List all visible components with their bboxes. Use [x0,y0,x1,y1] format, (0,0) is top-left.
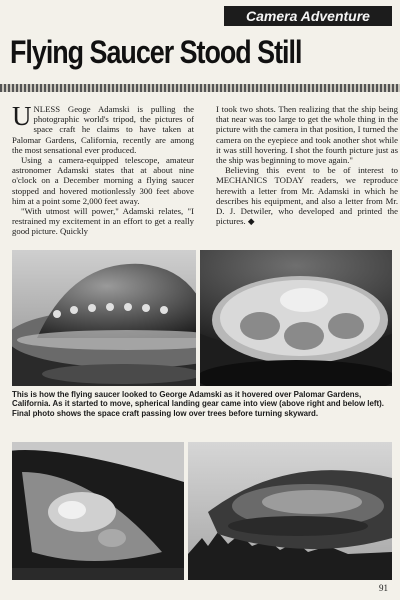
photo-caption: This is how the flying saucer looked to George Adamski as it hovered over Palomar Gardens, California. As it started to move, spherical landing gear came into view (above right and below left). Final photo shows the space craft passing low over trees before turning skyward. [12,390,384,418]
article-column-right [216,104,398,226]
saucer-photo-2 [200,250,392,386]
saucer-photo-1 [12,250,196,386]
section-tag: Camera Adventure [224,6,392,26]
title-rule [0,84,400,92]
article-title: Flying Saucer Stood Still [10,34,302,70]
saucer-photo-4 [188,442,392,580]
drop-cap: U [12,101,32,131]
saucer-photo-3 [12,442,184,580]
paragraph-1: UNLESS Geoge Adamski is pulling the photographic world's tripod, the pictures of space craft he claims to have taken at Palomar Gardens, California, recently are among the most sensational ever produced. [12,101,194,155]
paragraph-4: I took two shots. Then realizing that the ship being that near was too large to get the whole thing in the picture with the camera in that position, I turned the camera on the eyepiece and took another shot while it was still hovering. I shot the fourth picture just as the ship was beginning to move again." [216,104,398,166]
article-column-left [12,101,194,237]
paragraph-3: "With utmost will power," Adamski relates, "I restrained my excitement in an effort to get a really good picture. Quickly [12,206,194,237]
page-number: 91 [379,583,388,593]
paragraph-2: Using a camera-equipped telescope, amateur astronomer Adamski states that at about nine o'clock on a December morning a flying saucer stopped and hovered motionlessly 300 feet above him at a point some 2,000 feet away. [12,155,194,206]
paragraph-5: Believing this event to be of interest to MECHANICS TODAY readers, we reproduce herewith a letter from Mr. Adamski in which he describes his equipment, and also a letter from Mr. D. J. Detwiler, who developed and printed the pictures. ◆ [216,165,398,227]
